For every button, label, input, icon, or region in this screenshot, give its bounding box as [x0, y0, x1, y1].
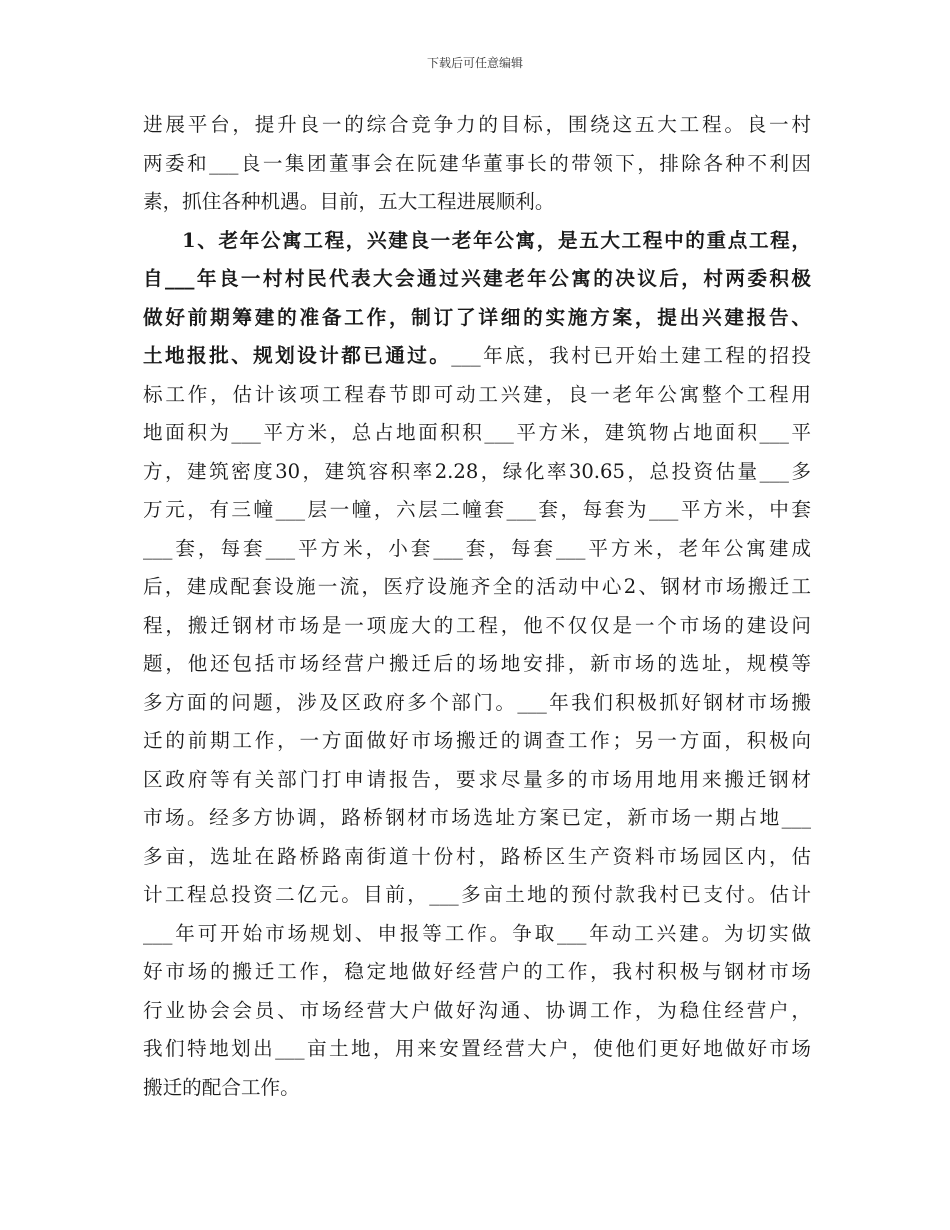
text-segment: 土地报批、规划设计都已通过。	[143, 344, 452, 367]
text-line: 两委和___良一集团董事会在阮建华董事长的带领下，排除各种不利因	[143, 151, 811, 175]
text-line: 地面积为___平方米，总占地面积积___平方米，建筑物占地面积___平	[143, 421, 811, 444]
text-line: 1、老年公寓工程，兴建良一老年公寓，是五大工程中的重点工程，	[182, 228, 811, 252]
text-line: 迁的前期工作，一方面做好市场搬迁的调查工作；另一方面，积极向	[143, 729, 811, 752]
text-line: 搬迁的配合工作。	[143, 1075, 300, 1099]
text-line: 多亩，选址在路桥路南街道十份村，路桥区生产资料市场园区内，估	[143, 844, 811, 868]
page-header: 下载后可任意编辑	[426, 56, 523, 70]
text-line: 方，建筑密度30，建筑容积率2.28，绿化率30.65，总投资估量___多	[143, 459, 811, 483]
text-line: 区政府等有关部门打申请报告，要求尽量多的市场用地用来搬迁钢材	[143, 767, 811, 791]
text-segment: ___年底，我村已开始土建工程的招投	[451, 344, 811, 367]
text-line: 市场。经多方协调，路桥钢材市场选址方案已定，新市场一期占地___	[143, 806, 811, 829]
text-line: 行业协会会员、市场经营大户做好沟通、协调工作，为稳住经营户，	[143, 998, 811, 1022]
text-line: 后，建成配套设施一流，医疗设施齐全的活动中心2、钢材市场搬迁工	[143, 575, 811, 598]
text-line: 程，搬迁钢材市场是一项庞大的工程，他不仅仅是一个市场的建设问	[143, 613, 811, 637]
text-line: ___套，每套___平方米，小套___套，每套___平方米，老年公寓建成	[143, 536, 811, 560]
document-body	[143, 106, 811, 1107]
text-line: 题，他还包括市场经营户搬迁后的场地安排，新市场的选址，规模等	[143, 652, 811, 675]
text-line: 进展平台，提升良一的综合竞争力的目标，围绕这五大工程。良一村	[143, 113, 811, 136]
text-line: 我们特地划出___亩土地，用来安置经营大户，使他们更好地做好市场	[143, 1037, 811, 1060]
text-line: 计工程总投资二亿元。目前，___多亩土地的预付款我村已支付。估计	[143, 883, 811, 906]
text-line: 做好前期筹建的准备工作，制订了详细的实施方案，提出兴建报告、	[143, 305, 811, 329]
text-line: 万元，有三幢___层一幢，六层二幢套___套，每套为___平方米，中套	[143, 498, 811, 521]
text-line	[143, 337, 811, 376]
text-line: 素，抓住各种机遇。目前，五大工程进展顺利。	[143, 190, 555, 213]
text-line: ___年可开始市场规划、申报等工作。争取___年动工兴建。为切实做	[143, 921, 811, 945]
text-line: 多方面的问题，涉及区政府多个部门。___年我们积极抓好钢材市场搬	[143, 690, 811, 714]
text-line: 自___年良一村村民代表大会通过兴建老年公寓的决议后，村两委积极	[143, 267, 811, 290]
text-line: 标工作，估计该项工程春节即可动工兴建，良一老年公寓整个工程用	[143, 382, 811, 406]
text-line: 好市场的搬迁工作，稳定地做好经营户的工作，我村积极与钢材市场	[143, 960, 811, 983]
